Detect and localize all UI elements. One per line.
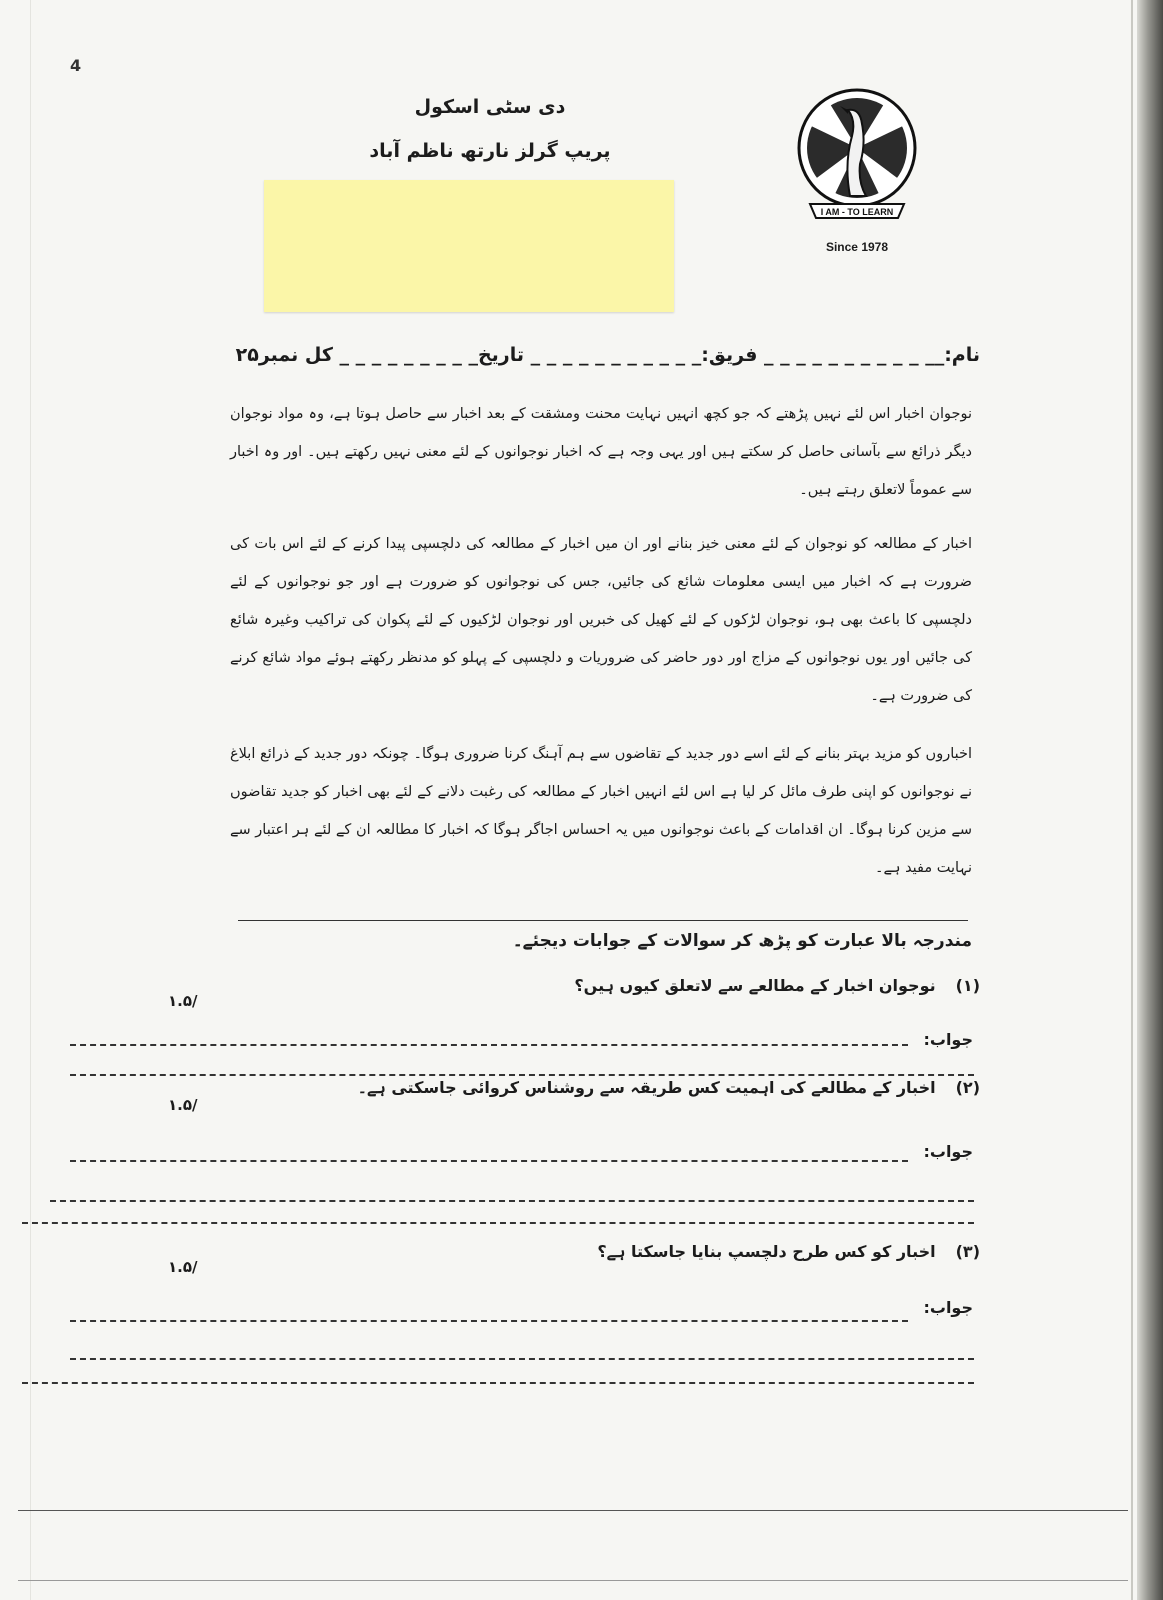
passage-paragraph-3: اخباروں کو مزید بہتر بنانے کے لئے اسے دور جدید کے تقاضوں سے ہم آہنگ کرنا ضروری ہوگا۔ چونکہ دور جدید کے ذرائع ابلاغ نے نوجوانوں کو اپنی طرف مائل کر لیا ہے اس لئے انہیں اخبار کے مطالعہ کی رغبت دلانے کے لئے بھی اخبار کو جدید تقاضوں سے مزین کرنا ہوگا۔ ان اقدامات کے باعث نوجوانوں میں یہ احساس اجاگر ہوگا کہ اخبار کا مطالعہ ان کے لئے ہر اعتبار سے نہایت مفید ہے۔ xyxy=(230,746,972,876)
school-name: دی سٹی اسکول xyxy=(414,96,566,118)
question-1-text: نوجوان اخبار کے مطالعے سے لاتعلق کیوں ہیں؟ xyxy=(574,976,936,995)
question-2-text: اخبار کے مطالعے کی اہمیت کس طریقہ سے روشناس کروائی جاسکتی ہے۔ xyxy=(357,1078,936,1097)
margin-line xyxy=(30,0,31,1600)
page-number: 4 xyxy=(70,56,82,75)
instruction: مندرجہ بالا عبارت کو پڑھ کر سوالات کے جوابات دیجئے۔ xyxy=(512,931,972,951)
sticky-note xyxy=(264,180,674,312)
question-1 xyxy=(300,976,980,995)
answer-3-label: جواب: xyxy=(923,1298,973,1317)
answer-2-label: جواب: xyxy=(923,1142,973,1161)
bottom-rule-2 xyxy=(18,1580,1128,1581)
answer-3-line-3[interactable] xyxy=(22,1382,974,1384)
question-3-marks: /۱.۵ xyxy=(168,1258,198,1276)
answer-2-line-1[interactable] xyxy=(70,1160,908,1162)
school-logo xyxy=(790,84,924,254)
question-3 xyxy=(300,1242,980,1261)
edge-line xyxy=(1131,0,1133,1600)
answer-2-line-2[interactable] xyxy=(50,1200,974,1202)
date-label: تاریخ xyxy=(477,344,525,366)
answer-3-line-1[interactable] xyxy=(70,1320,908,1322)
section-divider xyxy=(238,920,968,921)
name-label: نام: xyxy=(944,344,980,366)
answer-3-line-2[interactable] xyxy=(70,1358,974,1360)
question-3-text: اخبار کو کس طرح دلچسپ بنایا جاسکتا ہے؟ xyxy=(597,1242,936,1261)
answer-1-line-2[interactable] xyxy=(70,1074,974,1076)
logo-since: Since 1978 xyxy=(825,240,889,254)
question-2-number: (۲) xyxy=(955,1078,980,1097)
question-2-marks: /۱.۵ xyxy=(168,1096,198,1114)
header-fields xyxy=(160,344,980,384)
total-marks: کل نمبر۲۵ xyxy=(235,344,333,366)
answer-1-line-1[interactable] xyxy=(70,1044,908,1046)
question-1-marks: /۱.۵ xyxy=(168,992,198,1010)
question-2 xyxy=(300,1078,980,1097)
question-3-number: (۳) xyxy=(955,1242,980,1261)
answer-2-line-3[interactable] xyxy=(22,1222,974,1224)
school-branch: پریپ گرلز نارتھ ناظم آباد xyxy=(369,140,611,162)
section-label: فریق: xyxy=(701,344,758,366)
logo-motto: I AM - TO LEARN xyxy=(820,207,894,217)
name-blank[interactable]: __ _ _ _ _ _ _ _ _ _ _ xyxy=(764,344,945,366)
section-blank[interactable]: _ _ _ _ _ _ _ _ _ _ _ xyxy=(530,344,702,366)
question-1-number: (۱) xyxy=(955,976,980,995)
passage-paragraph-1: نوجوان اخبار اس لئے نہیں پڑھتے کہ جو کچھ انہیں نہایت محنت ومشقت کے بعد اخبار سے حاصل ہوتا ہے، وہ مواد نوجوان دیگر ذرائع سے بآسانی حاصل کر سکتے ہیں اور یہی وجہ ہے کہ اخبار نوجوانوں کے لئے معنی نہیں رکھتے ہیں۔ اور وہ اخبار سے عموماً لاتعلق رہتے ہیں۔ xyxy=(230,406,972,498)
answer-1-label: جواب: xyxy=(923,1030,973,1049)
paper-edge xyxy=(1137,0,1163,1600)
bottom-rule xyxy=(18,1510,1128,1511)
date-blank[interactable]: _ _ _ _ _ _ _ _ _ xyxy=(339,344,478,366)
passage-paragraph-2: اخبار کے مطالعہ کو نوجوان کے لئے معنی خیز بنانے اور ان میں اخبار کے مطالعہ کی دلچسپی پیدا کرنے کے لئے اس بات کی ضرورت ہے کہ اخبار میں ایسی معلومات شائع کی جائیں، جس کی نوجوانوں کو ضرورت ہے اور جو نوجوانوں کے لئے دلچسپی کا باعث بھی ہو، نوجوان لڑکوں کے لئے کھیل کی خبریں اور نوجوان لڑکیوں کے لئے پکوان کی تراکیب وغیرہ شائع کی جائیں اور یوں نوجوانوں کے مزاج اور دور حاضر کی ضروریات و دلچسپی کے پہلو کو مدنظر رکھتے ہوئے مواد شائع کرنے کی ضرورت ہے۔ xyxy=(230,536,972,704)
